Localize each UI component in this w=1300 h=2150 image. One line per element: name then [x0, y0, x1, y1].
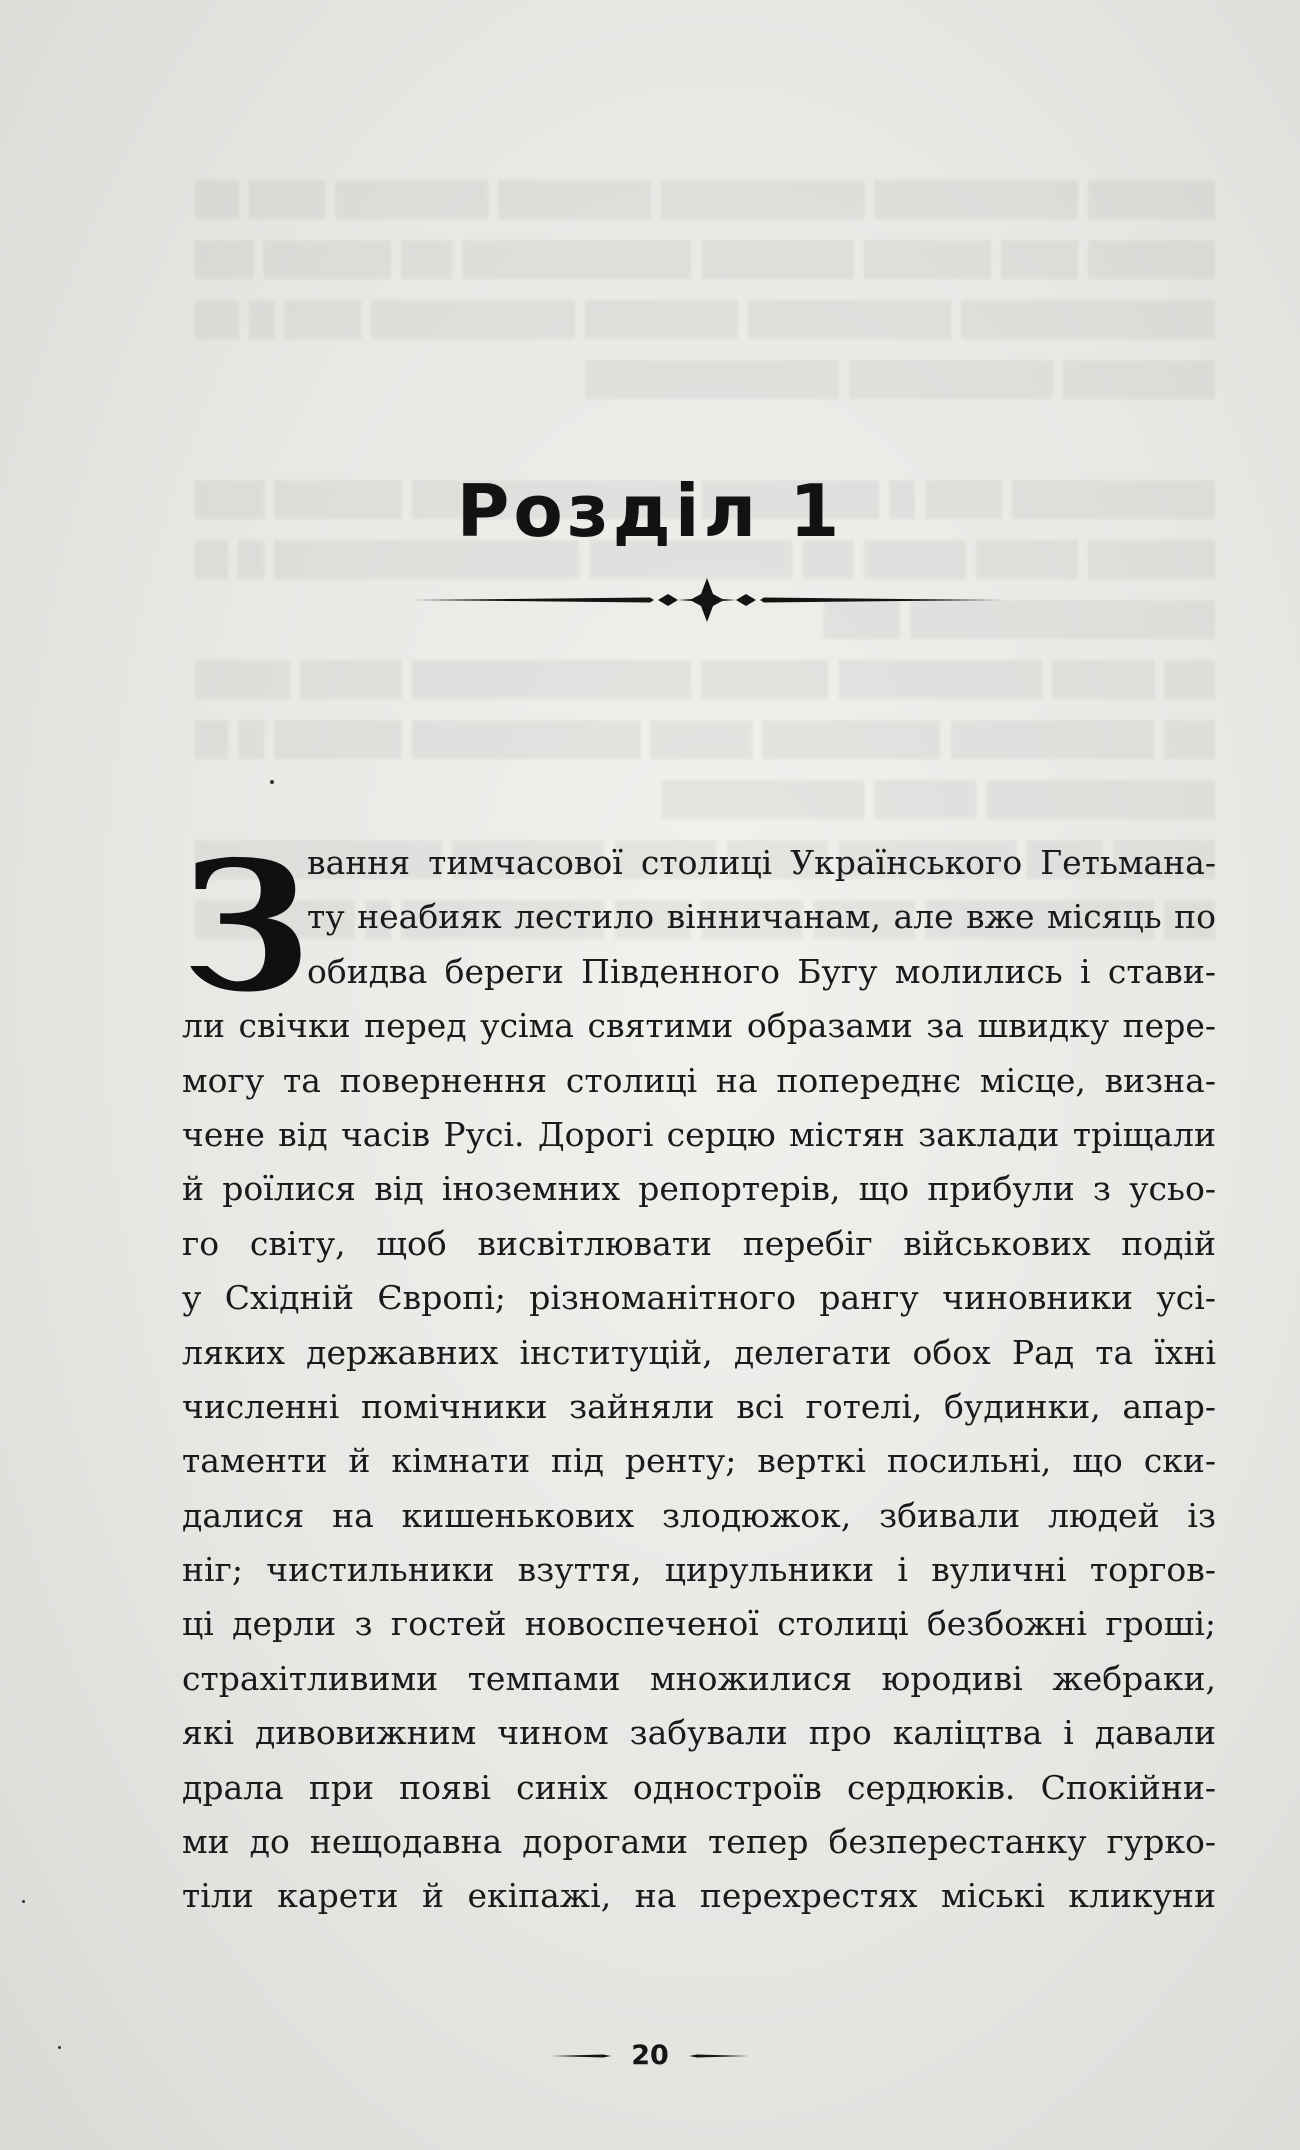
text-line: й роїлися від іноземних репортерів, що прибули з усьо-	[182, 1169, 1216, 1209]
chapter-body-text	[182, 822, 1216, 1924]
text-line: тіли карети й екіпажі, на перехрестях міські кликуни	[182, 1876, 1216, 1916]
text-line: драла при появі синіх одностроїв сердюків. Спокійни-	[182, 1767, 1216, 1807]
text-line: ляких державних інституцій, делегати обох Рад та їхні	[182, 1332, 1216, 1372]
chapter-title: Розділ 1	[456, 469, 844, 553]
text-line: які дивовижним чином забували про каліцтва і давали	[182, 1713, 1216, 1753]
bleed-through-texture	[195, 170, 1215, 950]
text-line: страхітливими темпами множилися юродиві жебраки,	[182, 1658, 1216, 1698]
footer-right-ornament	[689, 2050, 749, 2062]
text-line: далися на кишенькових злодюжок, збивали людей із	[182, 1495, 1216, 1535]
page-number: 20	[631, 2040, 669, 2071]
text-line: могу та повернення столиці на попереднє місце, визна-	[182, 1060, 1216, 1100]
text-line: го світу, щоб висвітлювати перебіг військових подій	[182, 1223, 1216, 1263]
text-line: вання тимчасової столиці Українського Гетьмана-	[307, 843, 1216, 882]
page-footer	[0, 2040, 1300, 2071]
text-line: чене від часів Русі. Дорогі серцю містян заклади тріщали	[182, 1114, 1216, 1154]
drop-cap: З	[182, 822, 311, 1031]
text-line: ту неабияк лестило вінничанам, але вже місяць по	[307, 897, 1216, 937]
text-line: ли свічки перед усіма святими образами за швидку пере-	[182, 1006, 1216, 1046]
chapter-ornament-divider	[412, 578, 1002, 622]
text-line: обидва береги Південного Бугу молились і стави-	[307, 951, 1216, 991]
text-line: ми до нещодавна дорогами тепер безперестанку гурко-	[182, 1822, 1216, 1862]
footer-left-ornament	[551, 2050, 611, 2062]
text-line: ніг; чистильники взуття, цирульники і вуличні торгов-	[182, 1550, 1216, 1590]
paper-speck	[58, 2046, 61, 2049]
paper-speck	[22, 1900, 25, 1903]
text-line: численні помічники зайняли всі готелі, будинки, апар-	[182, 1386, 1216, 1426]
paper-speck	[270, 780, 274, 784]
text-line: ці дерли з гостей новоспеченої столиці безбожні гроші;	[182, 1604, 1216, 1644]
text-line: таменти й кімнати під ренту; верткі посильні, що ски-	[182, 1441, 1216, 1481]
text-line: у Східній Європі; різноманітного рангу чиновники усі-	[182, 1278, 1216, 1318]
